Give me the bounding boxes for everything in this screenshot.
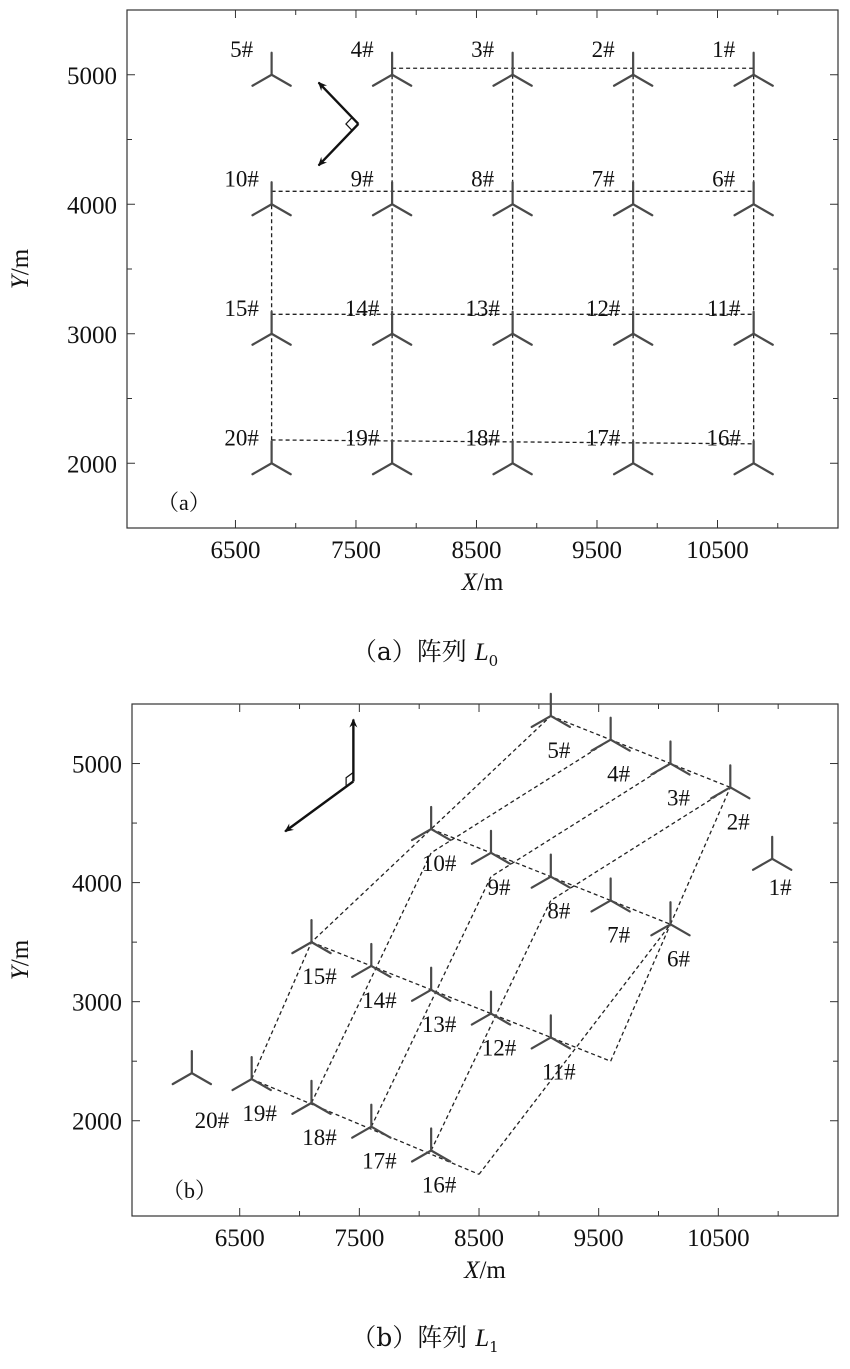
wake-boundary-line-b <box>311 942 610 1061</box>
turbine-blade <box>392 204 411 215</box>
plot-frame-a <box>127 10 838 528</box>
right-angle-marker-a <box>346 117 352 130</box>
turbine-blade <box>373 463 392 474</box>
x-tick-label-a: 10500 <box>686 537 749 564</box>
turbine-b-10 <box>412 807 450 840</box>
wind-direction-arrow-b <box>285 781 353 831</box>
turbine-b-5 <box>532 694 570 727</box>
turbine-label-a: 12# <box>585 295 621 321</box>
turbine-blade <box>311 942 330 953</box>
turbine-blade <box>614 463 633 474</box>
turbine-blade <box>412 1151 431 1162</box>
y-tick-label-b: 4000 <box>72 870 122 898</box>
turbine-blade <box>373 334 392 345</box>
turbine-blade <box>431 990 450 1001</box>
x-tick-label-a: 8500 <box>451 537 502 564</box>
turbine-blade <box>754 75 773 86</box>
turbine-label-b: 11# <box>541 1059 576 1085</box>
turbine-label-a: 3# <box>471 36 495 62</box>
turbine-blade <box>352 966 371 977</box>
turbine-blade <box>272 463 291 474</box>
turbine-label-b: 20# <box>194 1108 230 1134</box>
turbine-blade <box>352 1127 371 1138</box>
turbine-blade <box>392 75 411 86</box>
caption-b <box>0 1318 850 1356</box>
wake-boundary-line-b <box>479 787 730 1174</box>
plot-frame-b <box>132 704 838 1216</box>
x-tick-label-b: 10500 <box>687 1225 750 1252</box>
y-axis-label-a <box>7 248 34 289</box>
turbine-b-18 <box>292 1081 330 1114</box>
turbine-blade <box>735 204 754 215</box>
turbine-b-15 <box>292 920 330 953</box>
caption-b-subscript: 1 <box>489 1338 499 1356</box>
turbine-label-a: 7# <box>591 166 615 192</box>
turbine-blade <box>651 764 670 775</box>
turbine-blade <box>431 829 450 840</box>
turbine-b-11 <box>532 1015 570 1048</box>
turbine-blade <box>173 1073 192 1084</box>
x-axis-var-a: X <box>461 569 477 596</box>
turbine-a-3 <box>493 53 531 86</box>
turbine-blade <box>551 1037 570 1048</box>
y-axis-var-b: Y <box>7 966 34 981</box>
turbine-label-b: 6# <box>666 946 690 972</box>
y-axis-unit-b: /m <box>7 939 34 967</box>
turbine-b-1 <box>753 837 791 870</box>
y-tick-label-a: 4000 <box>67 192 117 220</box>
turbine-blade <box>513 204 532 215</box>
caption-b-prefix: （b）阵列 <box>351 1323 476 1352</box>
turbine-label-a: 5# <box>230 36 254 62</box>
turbine-blade <box>272 204 291 215</box>
turbine-label-a: 15# <box>224 295 259 321</box>
turbine-blade <box>551 716 570 727</box>
turbine-blade <box>272 334 291 345</box>
turbine-blade <box>373 204 392 215</box>
turbine-label-b: 1# <box>768 874 792 900</box>
turbine-blade <box>412 829 431 840</box>
caption-a-prefix: （a）阵列 <box>351 637 475 666</box>
y-axis-var-a: Y <box>7 275 34 290</box>
x-tick-label-b: 8500 <box>454 1225 505 1252</box>
turbine-blade <box>670 924 689 935</box>
x-tick-label-a: 9500 <box>571 537 622 564</box>
turbine-blade <box>735 75 754 86</box>
turbine-b-6 <box>651 902 689 935</box>
turbine-blade <box>633 75 652 86</box>
turbine-blade <box>373 75 392 86</box>
turbine-blade <box>233 1079 252 1090</box>
caption-b-symbol: L <box>475 1325 490 1352</box>
turbine-a-1 <box>735 53 773 86</box>
turbine-blade <box>592 740 611 751</box>
x-tick-label-b: 9500 <box>573 1225 624 1252</box>
turbine-blade <box>311 1103 330 1114</box>
y-tick-label-a: 5000 <box>67 62 117 90</box>
x-tick-label-a: 6500 <box>210 537 261 564</box>
turbine-blade <box>252 1079 271 1090</box>
turbine-label-a: 9# <box>350 166 374 192</box>
turbine-label-b: 7# <box>607 922 631 948</box>
turbine-label-b: 19# <box>242 1101 277 1127</box>
turbine-blade <box>513 463 532 474</box>
turbine-label-b: 15# <box>302 964 337 990</box>
turbine-label-b: 5# <box>547 737 571 763</box>
turbine-label-a: 10# <box>224 166 259 192</box>
turbine-blade <box>633 334 652 345</box>
turbine-label-b: 8# <box>547 898 571 924</box>
turbine-blade <box>614 334 633 345</box>
turbine-label-a: 1# <box>712 36 736 62</box>
turbine-blade <box>532 877 551 888</box>
x-axis-label-a <box>461 569 504 596</box>
y-tick-label-b: 3000 <box>72 989 122 1017</box>
turbine-blade <box>730 787 749 798</box>
turbine-label-a: 14# <box>344 295 380 321</box>
turbine-blade <box>614 204 633 215</box>
turbine-a-5 <box>252 53 290 86</box>
y-tick-label-b: 2000 <box>72 1108 122 1136</box>
turbine-blade <box>513 334 532 345</box>
panel-label-a: （a） <box>157 490 211 515</box>
turbine-label-a: 16# <box>706 425 741 451</box>
caption-a-symbol: L <box>474 639 489 666</box>
turbine-b-20 <box>173 1051 211 1084</box>
turbine-label-a: 19# <box>344 425 380 451</box>
turbine-a-4 <box>373 53 411 86</box>
x-tick-label-a: 7500 <box>330 537 381 564</box>
turbine-label-a: 13# <box>465 295 500 321</box>
x-axis-unit-b: /m <box>479 1257 506 1284</box>
turbine-blade <box>611 740 630 751</box>
turbine-label-a: 18# <box>465 425 500 451</box>
turbine-blade <box>753 859 772 870</box>
turbine-blade <box>292 1103 311 1114</box>
y-axis-label-b <box>7 939 34 980</box>
turbine-blade <box>371 1127 390 1138</box>
turbine-label-b: 10# <box>421 851 457 877</box>
turbine-blade <box>592 900 611 911</box>
turbine-blade <box>772 859 791 870</box>
x-tick-label-b: 6500 <box>214 1225 265 1252</box>
turbine-blade <box>611 900 630 911</box>
turbine-blade <box>493 463 512 474</box>
x-axis-label-b <box>463 1257 506 1284</box>
turbine-b-17 <box>352 1105 390 1138</box>
turbine-blade <box>192 1073 211 1084</box>
turbine-blade <box>491 1014 510 1025</box>
turbine-label-b: 12# <box>481 1035 517 1061</box>
turbine-blade <box>252 463 271 474</box>
turbine-label-b: 2# <box>726 809 750 835</box>
turbine-blade <box>551 877 570 888</box>
turbine-label-a: 8# <box>471 166 495 192</box>
turbine-blade <box>472 1014 491 1025</box>
turbine-blade <box>392 463 411 474</box>
x-axis-var-b: X <box>464 1257 480 1284</box>
turbine-blade <box>754 334 773 345</box>
chart-b <box>0 690 850 1300</box>
turbine-label-a: 17# <box>585 425 621 451</box>
y-tick-label-b: 5000 <box>72 751 122 779</box>
turbine-blade <box>493 204 512 215</box>
turbine-blade <box>670 764 689 775</box>
turbine-blade <box>633 463 652 474</box>
turbine-label-a: 2# <box>591 36 615 62</box>
turbine-blade <box>754 463 773 474</box>
turbine-blade <box>371 966 390 977</box>
turbine-blade <box>513 75 532 86</box>
caption-a <box>0 632 850 670</box>
turbine-blade <box>392 334 411 345</box>
turbine-blade <box>412 990 431 1001</box>
turbine-blade <box>493 75 512 86</box>
turbine-label-b: 4# <box>607 761 631 787</box>
turbine-label-a: 6# <box>712 166 736 192</box>
turbine-label-a: 11# <box>706 295 741 321</box>
turbine-label-b: 3# <box>666 785 690 811</box>
turbine-blade <box>754 204 773 215</box>
turbine-blade <box>252 334 271 345</box>
chart-a <box>0 0 850 600</box>
turbine-label-a: 20# <box>224 425 259 451</box>
y-tick-label-a: 3000 <box>67 321 117 349</box>
turbine-label-b: 9# <box>487 874 511 900</box>
turbine-label-b: 18# <box>302 1124 337 1150</box>
turbine-blade <box>735 463 754 474</box>
turbine-b-16 <box>412 1129 450 1162</box>
turbine-a-2 <box>614 53 652 86</box>
turbine-blade <box>491 853 510 864</box>
turbine-label-b: 14# <box>362 987 397 1013</box>
x-tick-label-b: 7500 <box>334 1225 385 1252</box>
turbine-blade <box>735 334 754 345</box>
turbine-blade <box>633 204 652 215</box>
y-axis-unit-a: /m <box>7 248 34 276</box>
turbine-label-b: 17# <box>362 1148 397 1174</box>
turbine-blade <box>252 204 271 215</box>
caption-a-subscript: 0 <box>488 652 499 670</box>
panel-label-b: （b） <box>162 1178 218 1203</box>
turbine-blade <box>532 1037 551 1048</box>
turbine-label-a: 4# <box>350 36 374 62</box>
y-tick-label-a: 2000 <box>67 451 117 479</box>
x-axis-unit-a: /m <box>476 569 504 596</box>
wake-boundary-line-b <box>551 716 730 787</box>
turbine-label-b: 13# <box>421 1011 457 1037</box>
turbine-blade <box>614 75 633 86</box>
turbine-blade <box>252 75 271 86</box>
turbine-blade <box>493 334 512 345</box>
turbine-blade <box>272 75 291 86</box>
turbine-blade <box>472 853 491 864</box>
turbine-label-b: 16# <box>421 1172 457 1198</box>
